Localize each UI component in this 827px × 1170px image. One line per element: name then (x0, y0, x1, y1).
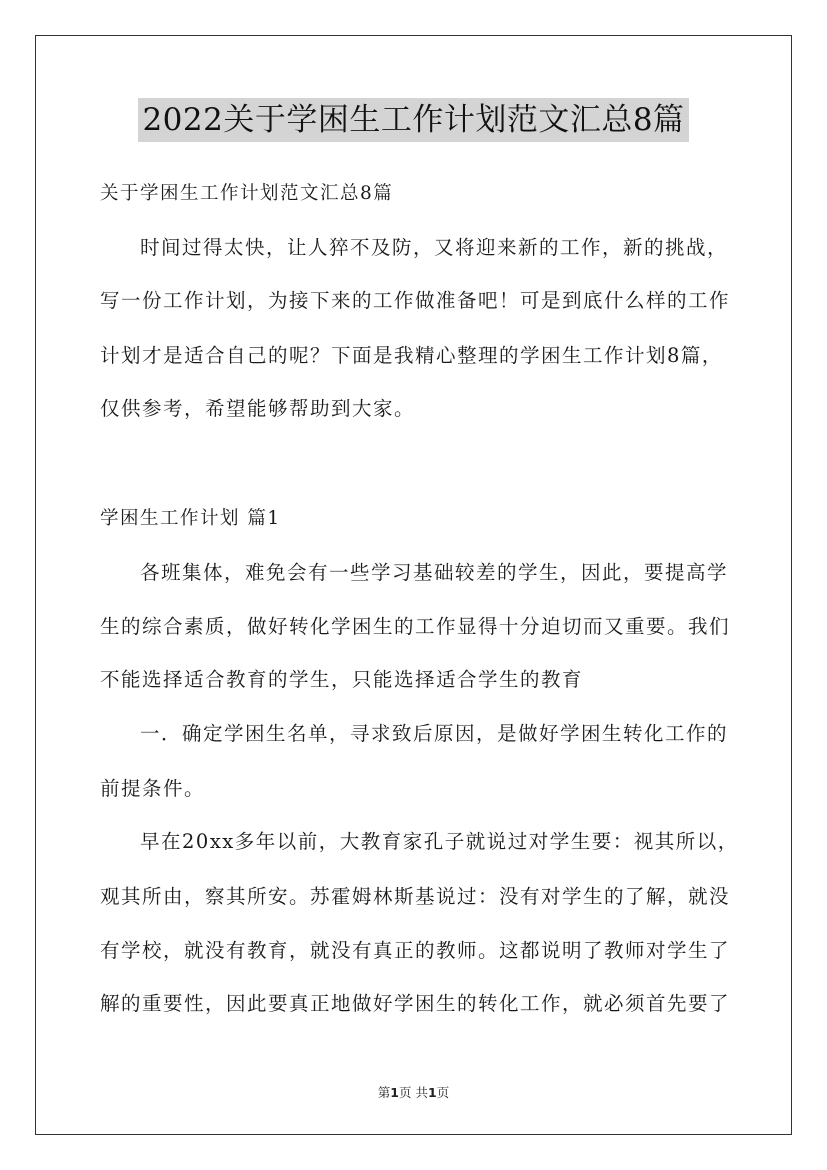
paragraph-line: 生的综合素质，做好转化学困生的工作显得十分迫切而又重要。我们 (100, 615, 731, 638)
section-heading: 学困生工作计划 篇1 (100, 508, 281, 529)
document-title: 2022关于学困生工作计划范文汇总8篇 (138, 98, 688, 142)
intro-line: 时间过得太快，让人猝不及防，又将迎来新的工作，新的挑战， (140, 236, 729, 259)
document-subtitle: 关于学困生工作计划范文汇总8篇 (100, 183, 394, 204)
paragraph-line: 不能选择适合教育的学生，只能选择适合学生的教育 (100, 668, 584, 691)
paragraph-line: 前提条件。 (100, 777, 206, 800)
intro-line: 写一份工作计划，为接下来的工作做准备吧！可是到底什么样的工作 (100, 289, 731, 312)
intro-line: 计划才是适合自己的呢？下面是我精心整理的学困生工作计划8篇， (100, 344, 723, 367)
footer-suffix: 页 (436, 1085, 450, 1100)
intro-line: 仅供参考，希望能够帮助到大家。 (100, 397, 416, 420)
paragraph-line: 各班集体，难免会有一些学习基础较差的学生，因此，要提高学 (140, 561, 729, 584)
paragraph-line: 有学校，就没有教育，就没有真正的教师。这都说明了教师对学生了 (100, 939, 731, 962)
title-container (0, 98, 827, 142)
paragraph-line: 观其所由，察其所安。苏霍姆林斯基说过：没有对学生的了解，就没 (100, 885, 731, 908)
footer-page-current: 1 (390, 1085, 399, 1100)
paragraph-line: 一．确定学困生名单，寻求致后原因，是做好学困生转化工作的 (140, 722, 729, 745)
paragraph-line: 解的重要性，因此要真正地做好学困生的转化工作，就必须首先要了 (100, 992, 731, 1015)
footer-prefix: 第 (377, 1085, 391, 1100)
footer-page-total: 1 (427, 1085, 437, 1100)
paragraph-line: 早在20xx多年以前，大教育家孔子就说过对学生要：视其所以， (140, 830, 739, 853)
page-footer (0, 1085, 827, 1101)
footer-mid: 页 共 (399, 1085, 428, 1100)
